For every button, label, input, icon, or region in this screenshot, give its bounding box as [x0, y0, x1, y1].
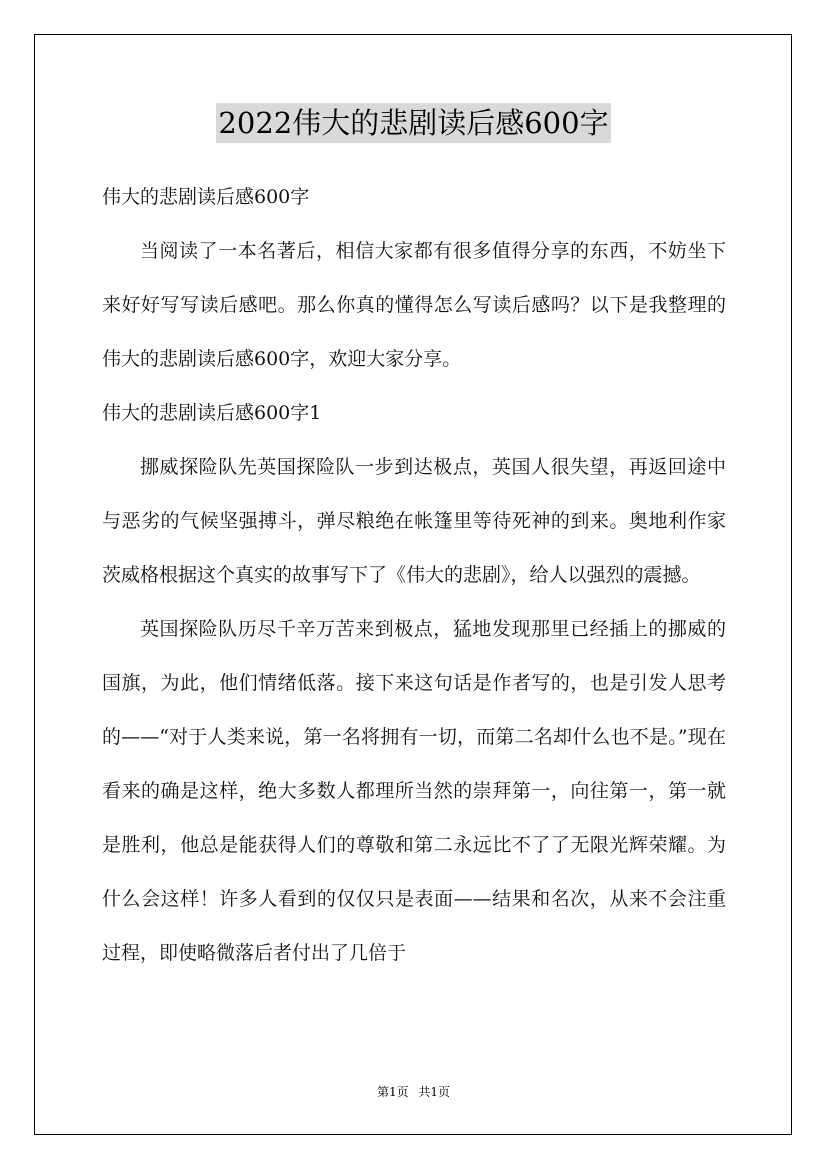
section-heading: 伟大的悲剧读后感600字1: [102, 402, 322, 424]
page-footer: [0, 1083, 827, 1101]
paragraph: 当阅读了一本名著后，相信大家都有很多值得分享的东西，不妨坐下来好好写写读后感吧。那么你真的懂得怎么写读后感吗？以下是我整理的伟大的悲剧读后感600字，欢迎大家分享。: [102, 240, 726, 370]
page-number: 第1页: [376, 1085, 409, 1099]
title-container: [0, 103, 827, 143]
paragraph: 挪威探险队先英国探险队一步到达极点，英国人很失望，再返回途中与恶劣的气候坚强搏斗，弹尽粮绝在帐篷里等待死神的到来。奥地利作家茨威格根据这个真实的故事写下了《伟大的悲剧》，给人以强烈的震撼。: [102, 456, 726, 586]
document-title: 2022伟大的悲剧读后感600字: [216, 103, 610, 143]
page-total: 共1页: [418, 1085, 451, 1099]
document-body: [102, 170, 726, 980]
section-heading: 伟大的悲剧读后感600字: [102, 186, 310, 208]
paragraph: 英国探险队历尽千辛万苦来到极点，猛地发现那里已经插上的挪威的国旗，为此，他们情绪低落。接下来这句话是作者写的，也是引发人思考的——“对于人类来说，第一名将拥有一切，而第二名却什么也不是。”现在看来的确是这样，绝大多数人都理所当然的崇拜第一，向往第一，第一就是胜利，他总是能获得人们的尊敬和第二永远比不了了无限光辉荣耀。为什么会这样！许多人看到的仅仅只是表面——结果和名次，从来不会注重过程，即使略微落后者付出了几倍于: [102, 618, 726, 964]
